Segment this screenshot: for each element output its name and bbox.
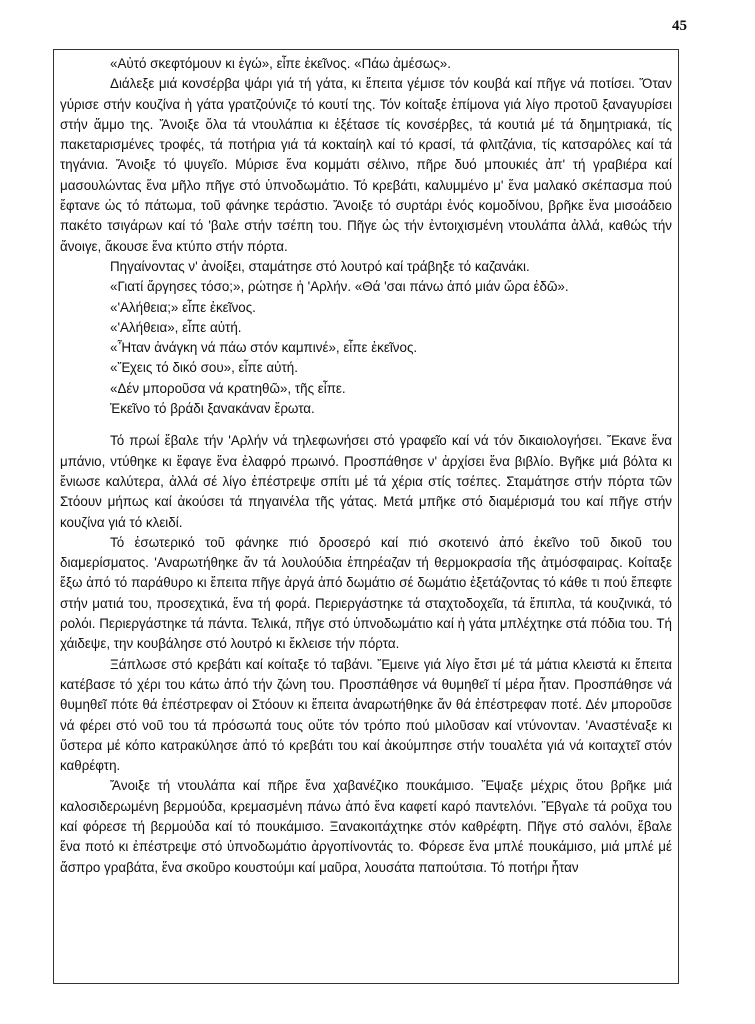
paragraph: Πηγαίνοντας ν' ἀνοίξει, σταμάτησε στό λουτρό καί τράβηξε τό καζανάκι. (110, 258, 530, 274)
paragraph: Τό ἐσωτερικό τοῦ φάνηκε πιό δροσερό καί πιό σκοτεινό ἀπό ἐκεῖνο τοῦ δικοῦ του διαμερίσματος. 'Αναρωτήθηκε ἄν τά λουλούδια ἐπηρέαζαν τή θερμοκρασία τῆς ἀτμόσφαιρας. Κοίταξε ἔξω ἀπό τό παράθυρο κι ἔπειτα πῆγε ἀργά ἀπό δωμάτιο σέ δωμάτιο ἐξετάζοντας τό κάθε τι πού ἔπεφτε στήν ματιά του, προσεχτικά, ἕνα τή φορά. Περιεργάστηκε τά σταχτοδοχεῖα, τά ἔπιπλα, τά κουζινικά, τό ρολόι. Περιεργάστηκε τά πάντα. Τελικά, πῆγε στό ὑπνοδωμάτιο καί ἡ γάτα μπλέχτηκε στά πόδια του. Τή χάιδεψε, την κουβάλησε στό λουτρό κι ἔκλεισε τήν πόρτα. (60, 534, 672, 652)
body-text (60, 54, 672, 878)
paragraph: «Αὐτό σκεφτόμουν κι ἐγώ», εἶπε ἐκεῖνος. «Πάω ἀμέσως». (110, 56, 451, 71)
paragraph: «Ἔχεις τό δικό σου», εἶπε αὐτή. (110, 360, 298, 376)
paragraph: Ἄνοιξε τή ντουλάπα καί πῆρε ἕνα χαβανέζικο πουκάμισο. Ἔψαξε μέχρις ὅτου βρῆκε μιά καλοσιδερωμένη βερμούδα, κρεμασμένη πάνω ἀπό ἕνα καφετί καρό παντελόνι. Ἔβγαλε τά ροῦχα του καί φόρεσε τή βερμούδα καί τό πουκάμισο. Ξανακοιτάχτηκε στόν καθρέφτη. Πῆγε στό σαλόνι, ἔβαλε ἕνα ποτό κι ἐπέστρεψε στό ὑπνοδωμάτιο ἀργοπίνοντάς το. Φόρεσε ἕνα μπλέ πουκάμισο, μιά μπλέ μέ ἄσπρο γραβάτα, ἕνα σκοῦρο κουστούμι καί μαῦρα, λουσάτα παπούτσια. Τό ποτήρι ἦταν (60, 778, 672, 875)
paragraph: Ἐκεῖνο τό βράδι ξανακάναν ἔρωτα. (110, 401, 315, 417)
paragraph: «Δέν μποροῦσα νά κρατηθῶ», τῆς εἶπε. (110, 380, 346, 396)
page-number: 45 (672, 18, 687, 34)
paragraph: Διάλεξε μιά κονσέρβα ψάρι γιά τή γάτα, κι ἔπειτα γέμισε τόν κουβά καί πῆγε νά ποτίσει. Ὅταν γύρισε στήν κουζίνα ἡ γάτα γρατζούνιζε τό κουτί της. Τόν κοίταξε ἐπίμονα γιά λίγο προτοῦ ξαναγυρίσει στήν ἄμμο της. Ἄνοιξε ὅλα τά ντουλάπια κι ἐξέτασε τίς κονσέρβες, τά κουτιά μέ τά δημητριακά, τίς πακεταρισμένες τροφές, τά ποτήρια γιά τά κοκταίηλ καί τό κρασί, τά φλιτζάνια, τίς κατσαρόλες καί τά τηγάνια. Ἄνοιξε τό ψυγεῖο. Μύρισε ἕνα κομμάτι σέλινο, πῆρε δυό μπουκιές ἀπ' τή γραβιέρα καί μασουλώντας ἕνα μῆλο πῆγε στό ὑπνοδωμάτιο. Τό κρεβάτι, καλυμμένο μ' ἕνα μαλακό σκέπασμα πού ἔφτανε ὡς τό πάτωμα, τοῦ φάνηκε τεράστιο. Ἄνοιξε τό συρτάρι ἑνός κομοδίνου, βρῆκε ἕνα μισοάδειο πακέτο τσιγάρων καί τό 'βαλε στήν τσέπη του. Πῆγε ὡς τήν ἐντοιχισμένη ντουλάπα ἀλλά, καθώς τήν ἄνοιγε, ἄκουσε ἕνα κτύπο στήν πόρτα. (60, 76, 672, 254)
paragraph: «'Αλήθεια;» εἶπε ἐκεῖνος. (110, 299, 256, 315)
paragraph: Ξάπλωσε στό κρεβάτι καί κοίταξε τό ταβάνι. Ἔμεινε γιά λίγο ἔτσι μέ τά μάτια κλειστά κι ἔπειτα κατέβασε τό χέρι του κάτω ἀπό τήν ζώνη του. Προσπάθησε νά θυμηθεῖ τί μέρα ἦταν. Προσπάθησε νά θυμηθεῖ πότε θά ἐπέστρεφαν οἱ Στόουν κι ἔπειτα ἀναρωτήθηκε ἄν θά ἐπέστρεφαν ποτέ. Δέν μποροῦσε νά φέρει στό νοῦ του τά πρόσωπά τους οὔτε τόν τρόπο πού μιλοῦσαν καί ντύνονταν. 'Αναστέναξε κι ὕστερα μέ κόπο κατρακύλησε ἀπό τό κρεβάτι του καί ἀκούμπησε στήν τουαλέτα γιά νά κοιταχτεῖ στόν καθρέφτη. (60, 656, 672, 774)
paragraph: «Ἦταν ἀνάγκη νά πάω στόν καμπινέ», εἶπε ἐκεῖνος. (110, 340, 418, 356)
paragraph: Τό πρωί ἔβαλε τήν 'Αρλήν νά τηλεφωνήσει στό γραφεῖο καί νά τόν δικαιολογήσει. Ἔκανε ἕνα μπάνιο, ντύθηκε κι ἔφαγε ἕνα ἐλαφρό πρωινό. Προσπάθησε ν' ἀρχίσει ἕνα βιβλίο. Βγῆκε μιά βόλτα κι ἔνιωσε καλύτερα, ἀλλά σέ λίγο ἐπέστρεψε σπίτι μέ τά χέρια στίς τσέπες. Σταμάτησε στήν πόρτα τῶν Στόουν μήπως καί ἀκούσει τά πηγαινέλα τῆς γάτας. Μετά μπῆκε στό διαμέρισμά του καί πῆγε στήν κουζίνα γιά τό κλειδί. (60, 433, 672, 530)
paragraph: «Γιατί ἄργησες τόσο;», ρώτησε ἡ 'Αρλήν. «Θά 'σαι πάνω ἀπό μιάν ὥρα ἐδῶ». (110, 279, 569, 295)
paragraph: «'Αλήθεια», εἶπε αὐτή. (110, 319, 242, 335)
